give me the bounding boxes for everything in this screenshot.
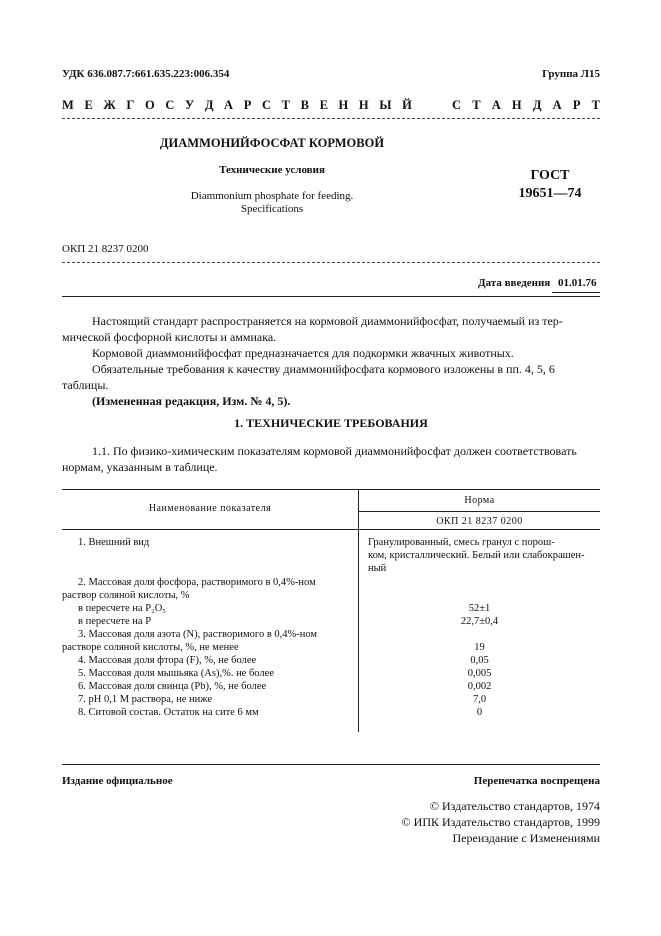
- english-title-line1: Diammonium phosphate for feeding.: [190, 190, 354, 202]
- table-row-name: 4. Массовая доля фтора (F), %, не более: [78, 655, 257, 666]
- document-subtitle: Технические условия: [219, 164, 325, 176]
- appearance-line3: ный: [368, 563, 387, 574]
- reprint-prohibited: Перепечатка воспрещена: [473, 775, 600, 787]
- table-row-value: 22,7±0,4: [460, 616, 499, 627]
- udk-code: УДК 636.087.7:661.635.223:006.354: [62, 68, 230, 80]
- requirements-table: [62, 489, 600, 732]
- table-row-value: 0: [476, 707, 483, 718]
- table-row-value: 0,05: [470, 655, 489, 666]
- table-row-value: 52±1: [468, 603, 491, 614]
- okp-code: ОКП 21 8237 0200: [62, 243, 149, 255]
- table-row-value: 0,002: [467, 681, 492, 692]
- date-underline: [552, 292, 600, 293]
- intro-text: [62, 313, 600, 409]
- footer-rule: [62, 764, 600, 765]
- official-edition: Издание официальное: [62, 775, 173, 787]
- table-row-value: 0,005: [467, 668, 492, 679]
- intro-date-value: 01.01.76: [558, 277, 597, 289]
- intro-p1b: мической фосфорной кислоты и аммиака.: [62, 330, 277, 344]
- intro-p2: Кормовой диаммонийфосфат предназначается для подкормки жвачных животных.: [92, 346, 514, 360]
- col-norm-subheader: ОКП 21 8237 0200: [436, 516, 523, 527]
- col-norm-header: Норма: [464, 495, 495, 506]
- section-p1b: нормам, указанным в таблице.: [62, 460, 218, 474]
- table-row-value: 7,0: [472, 694, 487, 705]
- table-row-name: 3. Массовая доля азота (N), растворимого в 0,4%-ном: [78, 629, 318, 640]
- intro-p3a: Обязательные требования к качеству диаммонийфосфата кормового изложены в пп. 4, 5, 6: [92, 362, 555, 376]
- date-divider: [62, 296, 600, 297]
- table-header-rule: [62, 529, 600, 530]
- table-row-name: 5. Массовая доля мышьяка (As),%. не более: [78, 668, 274, 679]
- header-divider: [62, 118, 600, 119]
- title-divider: [62, 262, 600, 263]
- table-row-name: растворе соляной кислоты, %, не менее: [62, 642, 239, 653]
- gost-number: 19651—74: [518, 186, 582, 201]
- table-row-name: 6. Массовая доля свинца (Pb), %, не более: [78, 681, 267, 692]
- intro-p3b: таблицы.: [62, 378, 109, 392]
- intro-date-label: Дата введения: [478, 277, 551, 289]
- copyright-1999: © ИПК Издательство стандартов, 1999: [401, 815, 600, 829]
- section-heading: 1. ТЕХНИЧЕСКИЕ ТРЕБОВАНИЯ: [234, 416, 428, 430]
- reissue-note: Переиздание с Изменениями: [452, 831, 600, 845]
- appearance-line1: Гранулированный, смесь гранул с порош-: [368, 537, 555, 548]
- section-text: [62, 443, 600, 475]
- banner-left: М Е Ж Г О С У Д А Р С Т В Е Н Н Ы Й: [62, 98, 412, 112]
- intro-p1a: Настоящий стандарт распространяется на кормовой диаммонийфосфат, получаемый из тер-: [92, 314, 563, 328]
- table-row-name: 8. Ситовой состав. Остаток на сите 6 мм: [78, 707, 259, 718]
- copyright-1974: © Издательство стандартов, 1974: [429, 799, 600, 813]
- table-top-rule: [62, 489, 600, 490]
- banner-right: С Т А Н Д А Р Т: [452, 98, 600, 112]
- col-name-header: Наименование показателя: [148, 503, 272, 514]
- group-code: Группа Л15: [542, 68, 600, 80]
- table-row-name: 2. Массовая доля фосфора, растворимого в 0,4%-ном: [78, 577, 316, 588]
- table-sub-rule: [359, 511, 600, 512]
- table-row-value: 19: [474, 642, 485, 653]
- gost-label: ГОСТ: [530, 168, 570, 183]
- table-row-name: 1. Внешний вид: [78, 537, 150, 548]
- section-p1a: 1.1. По физико-химическим показателям кормовой диаммонийфосфат должен соответствовать: [92, 444, 577, 458]
- amendment-note: (Измененная редакция, Изм. № 4, 5).: [92, 394, 291, 408]
- appearance-value: [368, 536, 596, 575]
- table-row-name: в пересчете на P₂O₅: [78, 603, 166, 614]
- table-row-name: 7. pH 0,1 M раствора, не ниже: [78, 694, 213, 705]
- table-row-name: в пересчете на P: [78, 616, 152, 627]
- standard-banner: [62, 98, 600, 113]
- document-title: ДИАММОНИЙФОСФАТ КОРМОВОЙ: [159, 136, 385, 150]
- english-title-line2: Specifications: [240, 203, 304, 215]
- table-row-name: раствор соляной кислоты, %: [62, 590, 190, 601]
- appearance-line2: ком, кристаллический. Белый или слабокрашен-: [368, 550, 585, 561]
